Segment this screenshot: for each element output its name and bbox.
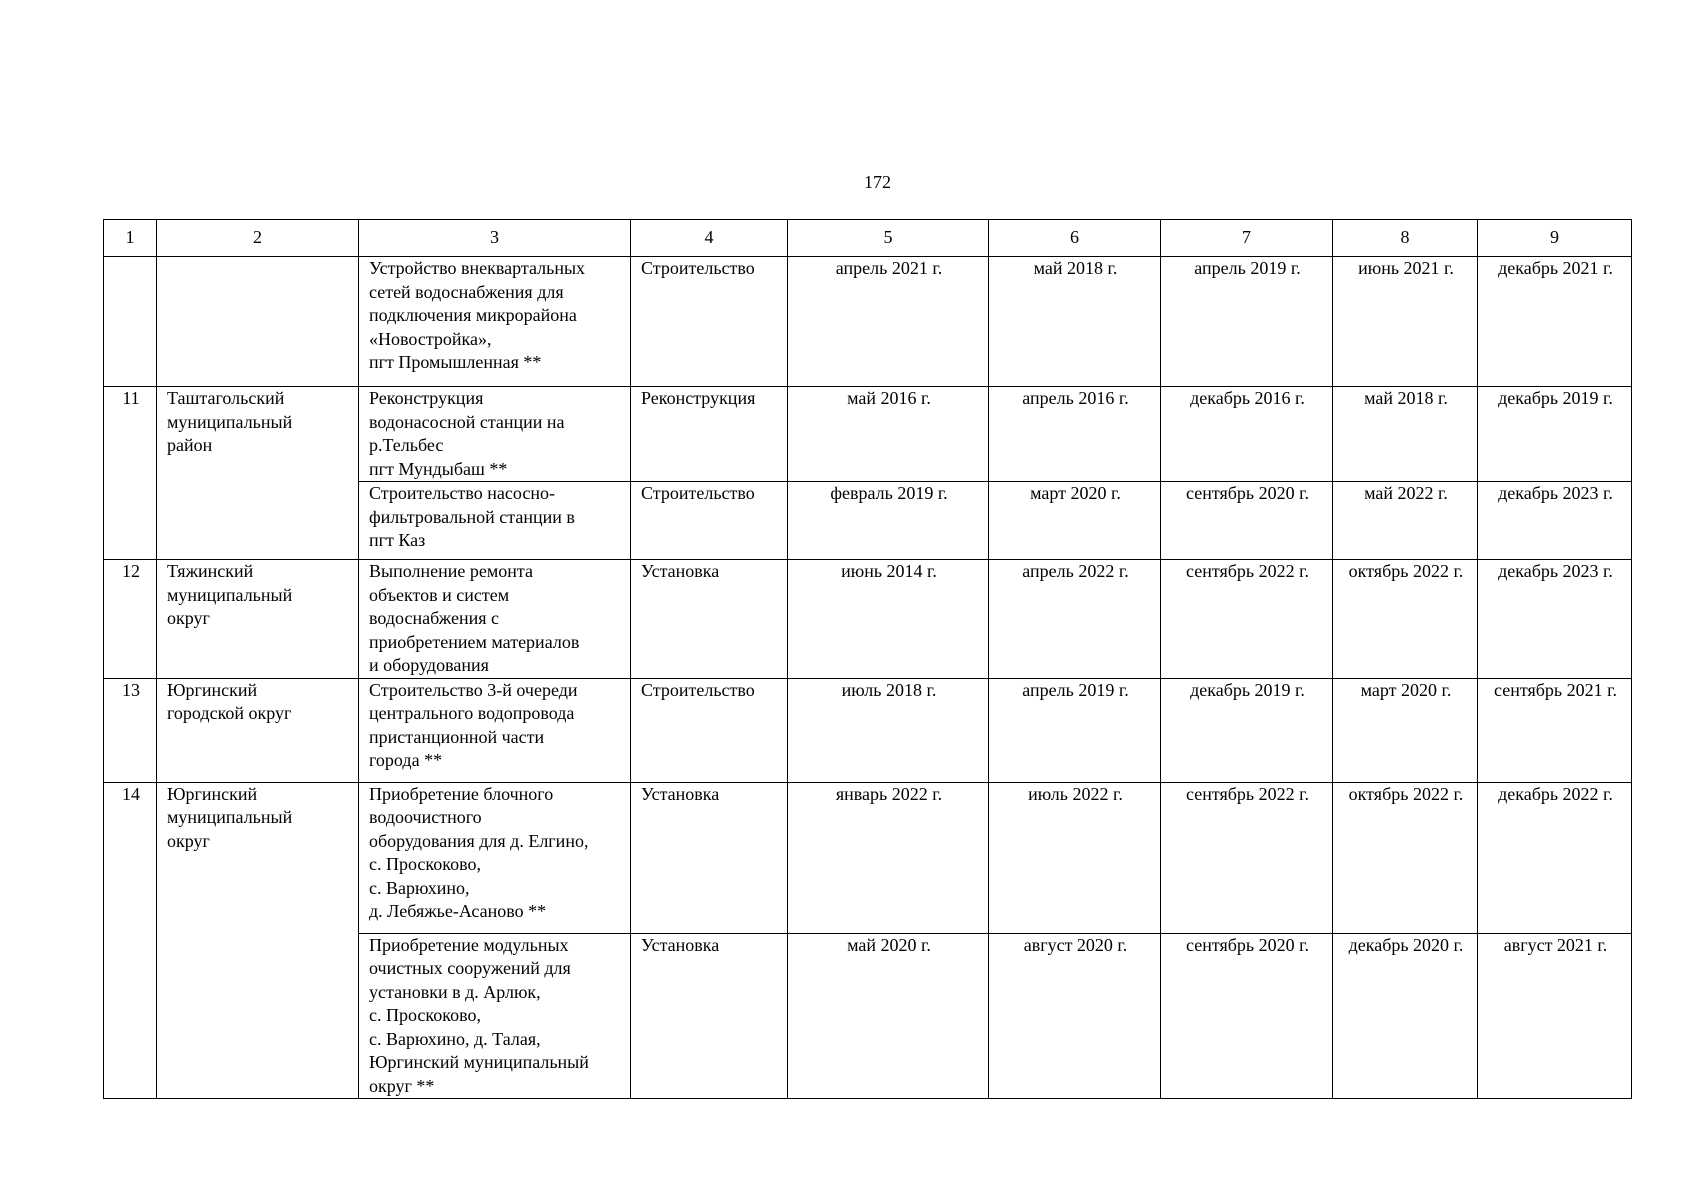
municipality-line: городской округ — [167, 703, 292, 723]
date-cell: май 2018 г. — [1333, 387, 1478, 482]
object-line: Реконструкция — [369, 388, 484, 408]
date-cell: август 2020 г. — [989, 933, 1161, 1099]
date-cell: апрель 2022 г. — [989, 560, 1161, 679]
date-cell: июль 2022 г. — [989, 782, 1161, 933]
municipality-line: муниципальный — [167, 411, 293, 432]
work-type-cell: Установка — [631, 933, 788, 1099]
header-cell: 1 — [104, 220, 157, 257]
municipality-line: район — [167, 435, 213, 455]
object-cell — [359, 560, 631, 679]
date-cell: декабрь 2023 г. — [1478, 560, 1632, 679]
date-cell: сентябрь 2022 г. — [1161, 782, 1333, 933]
header-cell: 9 — [1478, 220, 1632, 257]
object-line: с. Варюхино, — [369, 877, 470, 898]
object-line: пгт Промышленная ** — [369, 352, 542, 372]
object-line: «Новостройка», — [369, 328, 492, 349]
object-line: центрального водопровода — [369, 703, 575, 723]
date-cell: март 2020 г. — [1333, 678, 1478, 782]
municipality-line: Тяжинский — [167, 561, 254, 581]
municipality-line: Таштагольский — [167, 388, 285, 408]
row-number: 12 — [104, 560, 157, 679]
municipality-line: муниципальный — [167, 807, 293, 827]
object-cell — [359, 678, 631, 782]
work-type-cell: Установка — [631, 560, 788, 679]
schedule-table — [103, 219, 1632, 1099]
date-cell: декабрь 2019 г. — [1161, 678, 1333, 782]
work-type-cell: Установка — [631, 782, 788, 933]
object-line: водоснабжения с — [369, 608, 500, 628]
date-cell: сентябрь 2021 г. — [1478, 678, 1632, 782]
object-line: города ** — [369, 750, 443, 770]
object-cell — [359, 257, 631, 387]
work-type-cell: Строительство — [631, 257, 788, 387]
object-line: Устройство внеквартальных — [369, 258, 586, 278]
object-line: объектов и систем — [369, 584, 510, 605]
row-number: 14 — [104, 782, 157, 1099]
header-cell: 7 — [1161, 220, 1333, 257]
table-row — [104, 782, 1632, 933]
object-line: с. Проскоково, — [369, 1005, 481, 1025]
object-line: пгт Мундыбаш ** — [369, 458, 508, 479]
object-line: пристанционной части — [369, 726, 545, 747]
date-cell: июль 2018 г. — [788, 678, 989, 782]
date-cell: сентябрь 2022 г. — [1161, 560, 1333, 679]
work-type-cell: Реконструкция — [631, 387, 788, 482]
date-cell: май 2016 г. — [788, 387, 989, 482]
header-cell: 2 — [157, 220, 359, 257]
object-line: водонасосной станции на — [369, 411, 565, 432]
object-line: р.Тельбес — [369, 435, 444, 455]
date-cell: февраль 2019 г. — [788, 482, 989, 560]
date-cell: апрель 2019 г. — [989, 678, 1161, 782]
date-cell: декабрь 2021 г. — [1478, 257, 1632, 387]
date-cell: октябрь 2022 г. — [1333, 560, 1478, 679]
object-line: фильтровальной станции в — [369, 506, 575, 527]
object-line: и оборудования — [369, 655, 489, 675]
object-cell — [359, 482, 631, 560]
date-cell: июнь 2021 г. — [1333, 257, 1478, 387]
municipality-line: Юргинский — [167, 679, 258, 700]
date-cell: май 2018 г. — [989, 257, 1161, 387]
table-row — [104, 678, 1632, 782]
date-cell: декабрь 2022 г. — [1478, 782, 1632, 933]
date-cell: сентябрь 2020 г. — [1161, 482, 1333, 560]
work-type-cell: Строительство — [631, 678, 788, 782]
date-cell: апрель 2021 г. — [788, 257, 989, 387]
object-line: Строительство 3-й очереди — [369, 679, 578, 700]
date-cell: декабрь 2019 г. — [1478, 387, 1632, 482]
date-cell: апрель 2019 г. — [1161, 257, 1333, 387]
object-line: Строительство насосно- — [369, 483, 555, 503]
table-row — [104, 387, 1632, 482]
row-number: 11 — [104, 387, 157, 560]
date-cell: январь 2022 г. — [788, 782, 989, 933]
date-cell: август 2021 г. — [1478, 933, 1632, 1099]
date-cell: май 2020 г. — [788, 933, 989, 1099]
object-line: округ ** — [369, 1075, 435, 1096]
object-line: приобретением материалов — [369, 631, 580, 652]
date-cell: октябрь 2022 г. — [1333, 782, 1478, 933]
municipality-cell — [157, 782, 359, 1099]
object-cell — [359, 933, 631, 1099]
object-line: Выполнение ремонта — [369, 561, 533, 581]
municipality-line: муниципальный — [167, 584, 293, 605]
date-cell: декабрь 2020 г. — [1333, 933, 1478, 1099]
header-cell: 6 — [989, 220, 1161, 257]
object-line: Приобретение блочного — [369, 783, 554, 804]
object-line: водоочистного — [369, 807, 482, 827]
header-row — [104, 220, 1632, 257]
table-row — [104, 257, 1632, 387]
header-cell: 8 — [1333, 220, 1478, 257]
header-cell: 5 — [788, 220, 989, 257]
work-type-cell: Строительство — [631, 482, 788, 560]
object-line: подключения микрорайона — [369, 305, 577, 325]
object-line: очистных сооружений для — [369, 958, 571, 978]
object-line: пгт Каз — [369, 530, 426, 550]
object-line: сетей водоснабжения для — [369, 281, 564, 302]
row-number — [104, 257, 157, 387]
municipality-line: округ — [167, 830, 210, 851]
municipality-cell — [157, 678, 359, 782]
date-cell: май 2022 г. — [1333, 482, 1478, 560]
object-line: д. Лебяжье-Асаново ** — [369, 901, 547, 921]
municipality-cell — [157, 560, 359, 679]
municipality-line: округ — [167, 608, 210, 628]
table-row — [104, 560, 1632, 679]
row-number: 13 — [104, 678, 157, 782]
object-line: с. Проскоково, — [369, 854, 481, 874]
date-cell: апрель 2016 г. — [989, 387, 1161, 482]
date-cell: март 2020 г. — [989, 482, 1161, 560]
header-cell: 4 — [631, 220, 788, 257]
date-cell: июнь 2014 г. — [788, 560, 989, 679]
object-line: оборудования для д. Елгино, — [369, 830, 589, 851]
object-cell — [359, 782, 631, 933]
date-cell: декабрь 2023 г. — [1478, 482, 1632, 560]
municipality-cell — [157, 257, 359, 387]
object-cell — [359, 387, 631, 482]
municipality-line: Юргинский — [167, 783, 258, 804]
municipality-cell — [157, 387, 359, 560]
object-line: Юргинский муниципальный — [369, 1052, 589, 1072]
date-cell: сентябрь 2020 г. — [1161, 933, 1333, 1099]
page-number: 172 — [864, 172, 891, 192]
header-cell: 3 — [359, 220, 631, 257]
object-line: с. Варюхино, д. Талая, — [369, 1028, 541, 1049]
object-line: установки в д. Арлюк, — [369, 981, 541, 1002]
date-cell: декабрь 2016 г. — [1161, 387, 1333, 482]
object-line: Приобретение модульных — [369, 934, 569, 955]
